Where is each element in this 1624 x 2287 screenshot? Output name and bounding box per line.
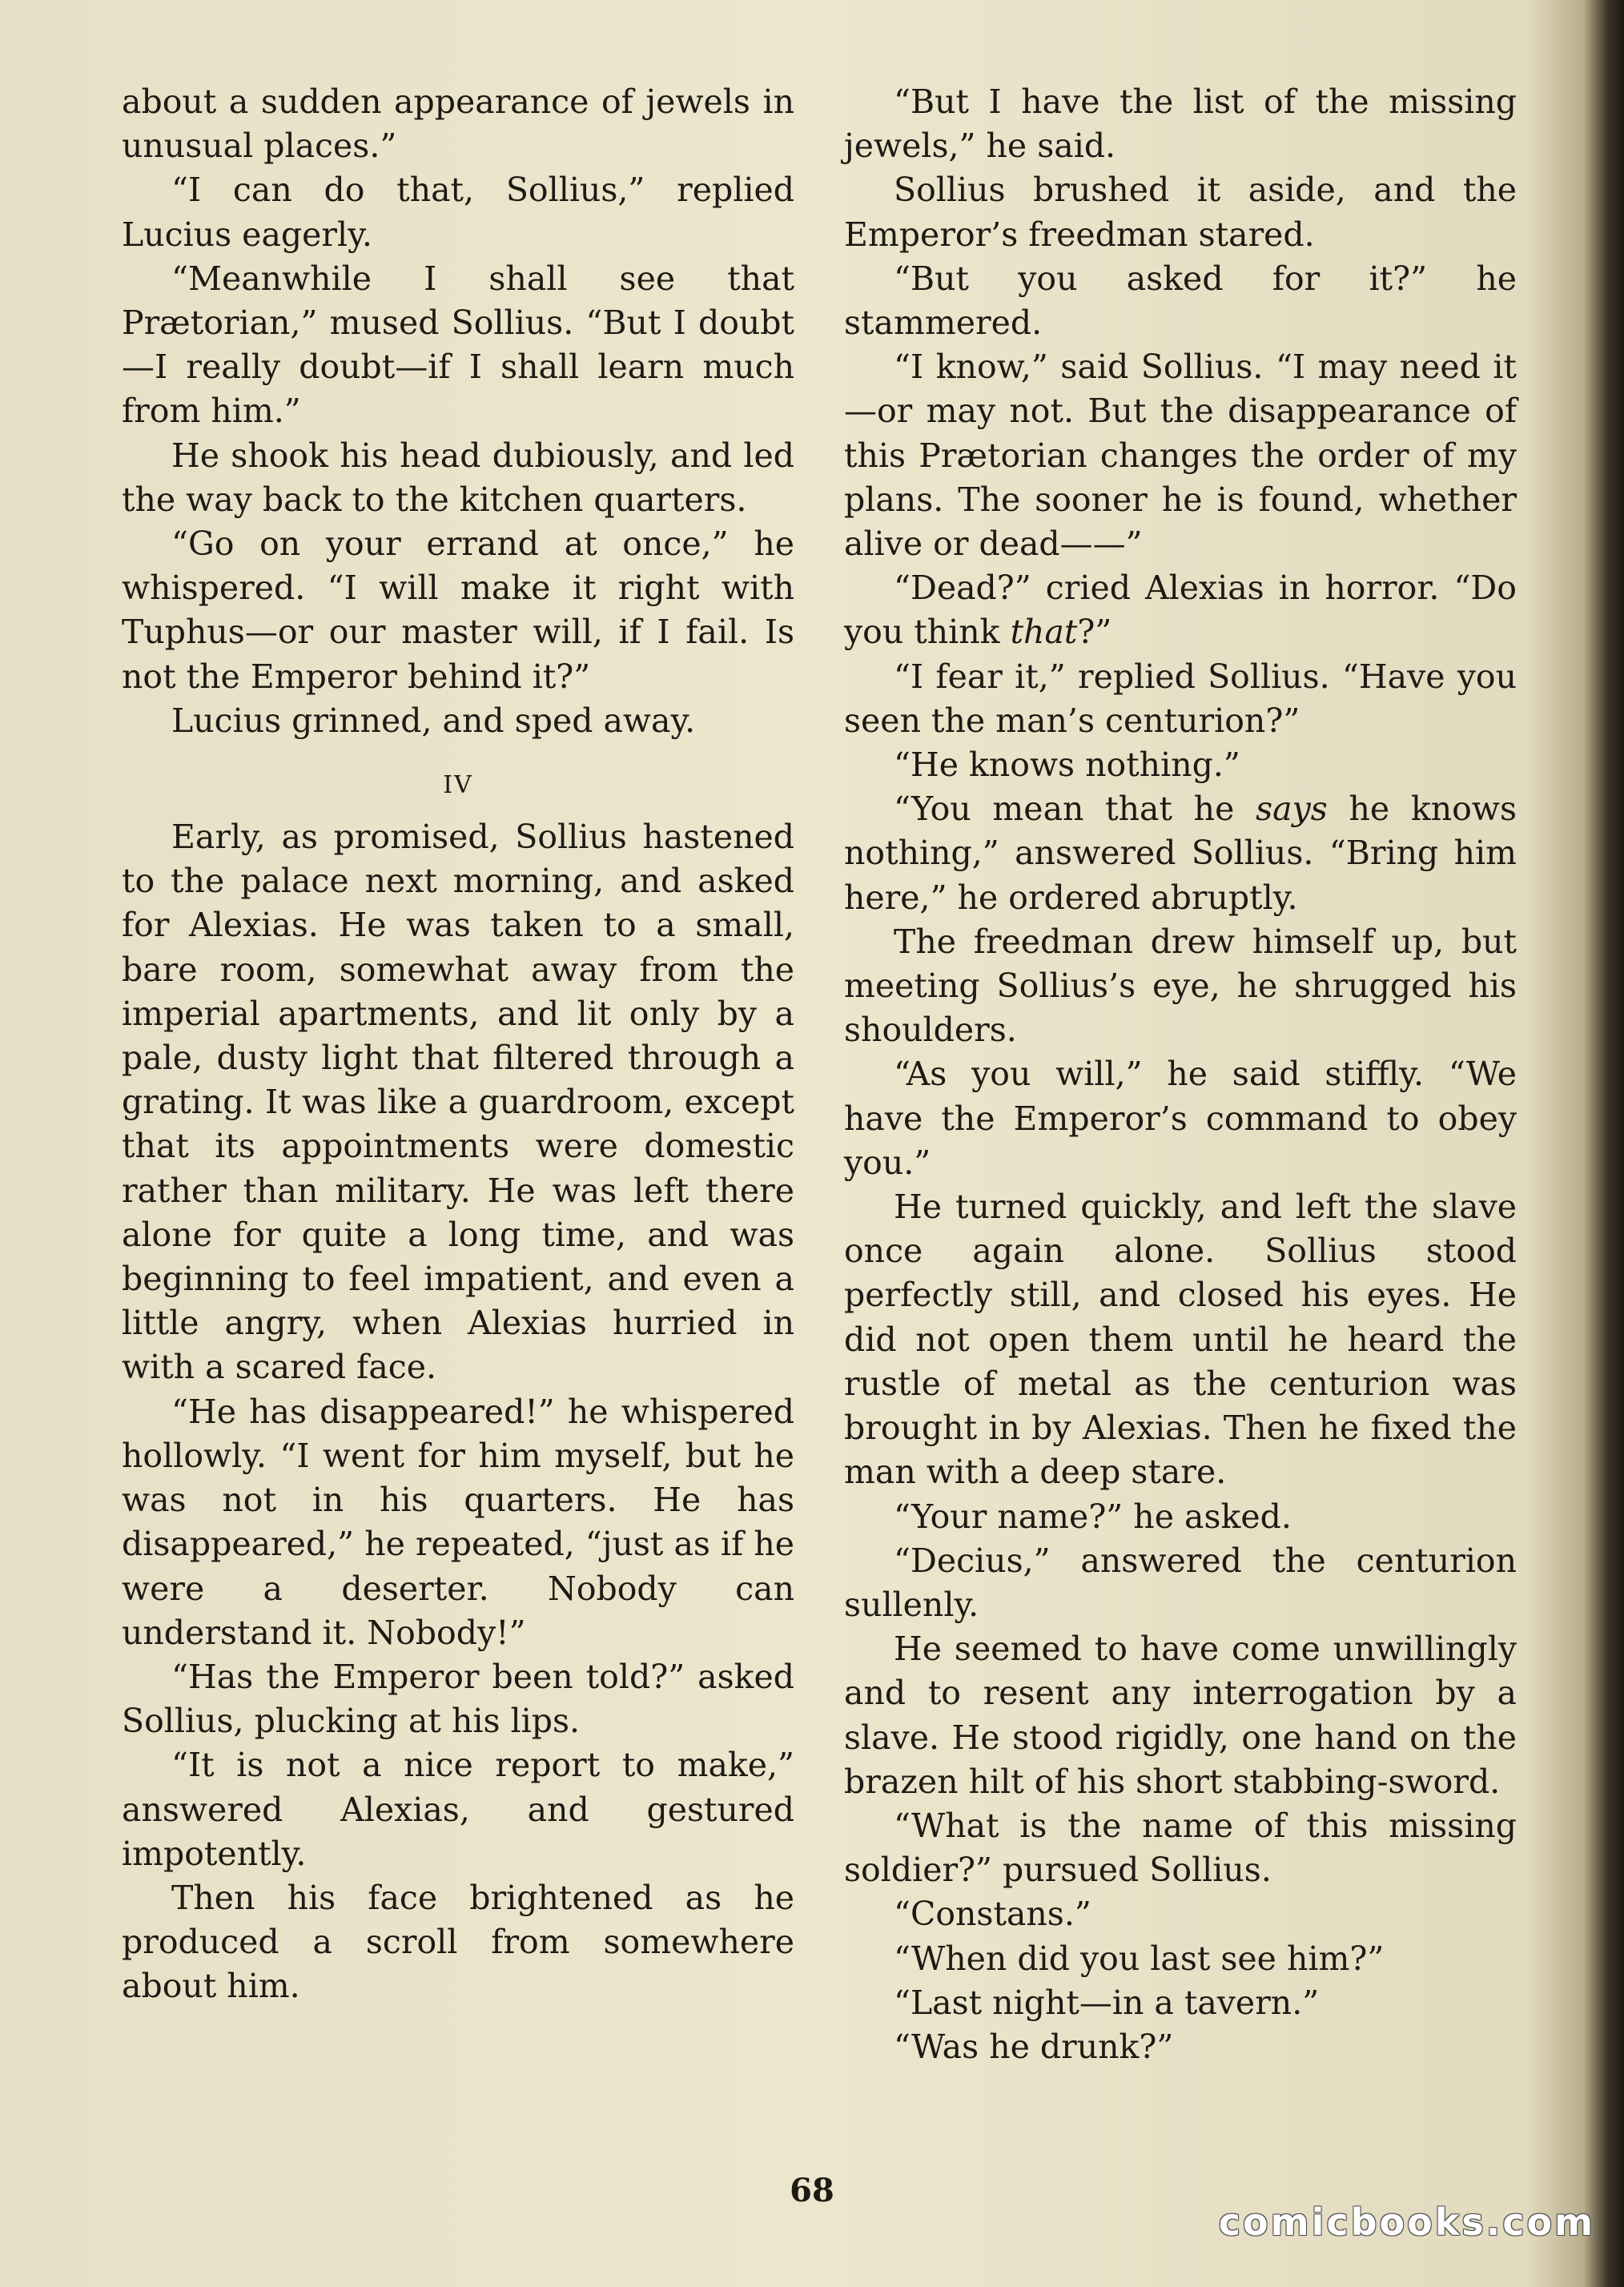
paragraph: “Has the Emperor been told?” asked Sollius, plucking at his lips. (122, 1657, 794, 1741)
paragraph: “Go on your errand at once,” he whispered. “I will make it right with Tuphus—or our master will, if I fail. Is not the Emperor behind it?” (122, 525, 794, 696)
paragraph: about a sudden appearance of jewels in unusual places.” (122, 82, 794, 166)
left-text-column (122, 80, 794, 2009)
paragraph (844, 787, 1517, 920)
section-number: IV (443, 771, 473, 800)
paragraph: “Decius,” answered the centurion sullenly. (844, 1541, 1517, 1624)
paragraph: “But I have the list of the missing jewels,” he said. (844, 82, 1517, 166)
paragraph: “He knows nothing.” (894, 746, 1240, 785)
text-run: “Dead?” cried Alexias in horror. “Do you think (844, 569, 1517, 652)
paragraph: The freedman drew himself up, but meeting Sollius’s eye, he shrugged his shoulders. (844, 922, 1517, 1050)
paragraph: “Your name?” he asked. (894, 1497, 1292, 1536)
paragraph: “It is not a nice report to make,” answered Alexias, and gestured impotently. (122, 1746, 794, 1873)
paragraph: “I fear it,” replied Sollius. “Have you seen the man’s centurion?” (844, 657, 1517, 740)
paragraph: “As you will,” he said stiffly. “We have the Emperor’s command to obey you.” (844, 1055, 1517, 1182)
emphasis: says (1256, 790, 1328, 829)
paragraph: He turned quickly, and left the slave once again alone. Sollius stood perfectly still, and closed his eyes. He did not open them until he heard the rustle of metal as the centurion was brought in by Alexias. Then he fixed the man with a deep stare. (844, 1188, 1517, 1492)
text-run: he knows nothing,” answered Sollius. “Bring him here,” he ordered abruptly. (844, 790, 1517, 917)
paragraph: “When did you last see him?” (894, 1939, 1385, 1978)
paragraph: “Last night—in a tavern.” (894, 1983, 1320, 2022)
paragraph: “I know,” said Sollius. “I may need it—or may not. But the disappearance of this Prætorian changes the order of my plans. The sooner he is found, whether alive or dead——” (844, 348, 1517, 564)
emphasis: that (1010, 613, 1078, 652)
paragraph: He seemed to have come unwillingly and to resent any interrogation by a slave. He stood rigidly, one hand on the brazen hilt of his short stabbing-sword. (844, 1630, 1517, 1801)
paragraph: “But you asked for it?” he stammered. (844, 259, 1517, 343)
paragraph: He shook his head dubiously, and led the way back to the kitchen quarters. (122, 436, 794, 519)
text-run: ?” (1077, 613, 1112, 652)
paragraph: “Was he drunk?” (894, 2027, 1174, 2066)
paragraph: “He has disappeared!” he whispered hollowly. “I went for him myself, but he was not in his quarters. He has disappeared,” he repeated, “just as if he were a deserter. Nobody can understand it. Nobody!” (122, 1392, 794, 1652)
paragraph: “What is the name of this missing soldier?” pursued Sollius. (844, 1806, 1517, 1890)
paragraph: Sollius brushed it aside, and the Emperor’s freedman stared. (844, 171, 1517, 254)
paragraph (844, 566, 1517, 654)
text-run: “You mean that he (894, 790, 1256, 829)
paragraph: “Constans.” (894, 1895, 1091, 1934)
right-text-column (844, 80, 1517, 2069)
paragraph: Lucius grinned, and sped away. (171, 701, 696, 740)
page-number: 68 (790, 2172, 834, 2209)
paragraph: “I can do that, Sollius,” replied Lucius eagerly. (122, 171, 794, 254)
site-watermark: comicbooks.com (1218, 2201, 1595, 2244)
paragraph: “Meanwhile I shall see that Prætorian,” mused Sollius. “But I doubt —I really doubt—if I shall learn much from him.” (122, 259, 794, 431)
paragraph: Early, as promised, Sollius hastened to the palace next morning, and asked for Alexias. He was taken to a small, bare room, somewhat away from the imperial apartments, and lit only by a pale, dusty light that filtered through a grating. It was like a guardroom, except that its appointments were domestic rather than military. He was left there alone for quite a long time, and was beginning to feel impatient, and even a little angry, when Alexias hurried in with a scared face. (122, 818, 794, 1387)
paragraph: Then his face brightened as he produced a scroll from somewhere about him. (122, 1878, 794, 2006)
